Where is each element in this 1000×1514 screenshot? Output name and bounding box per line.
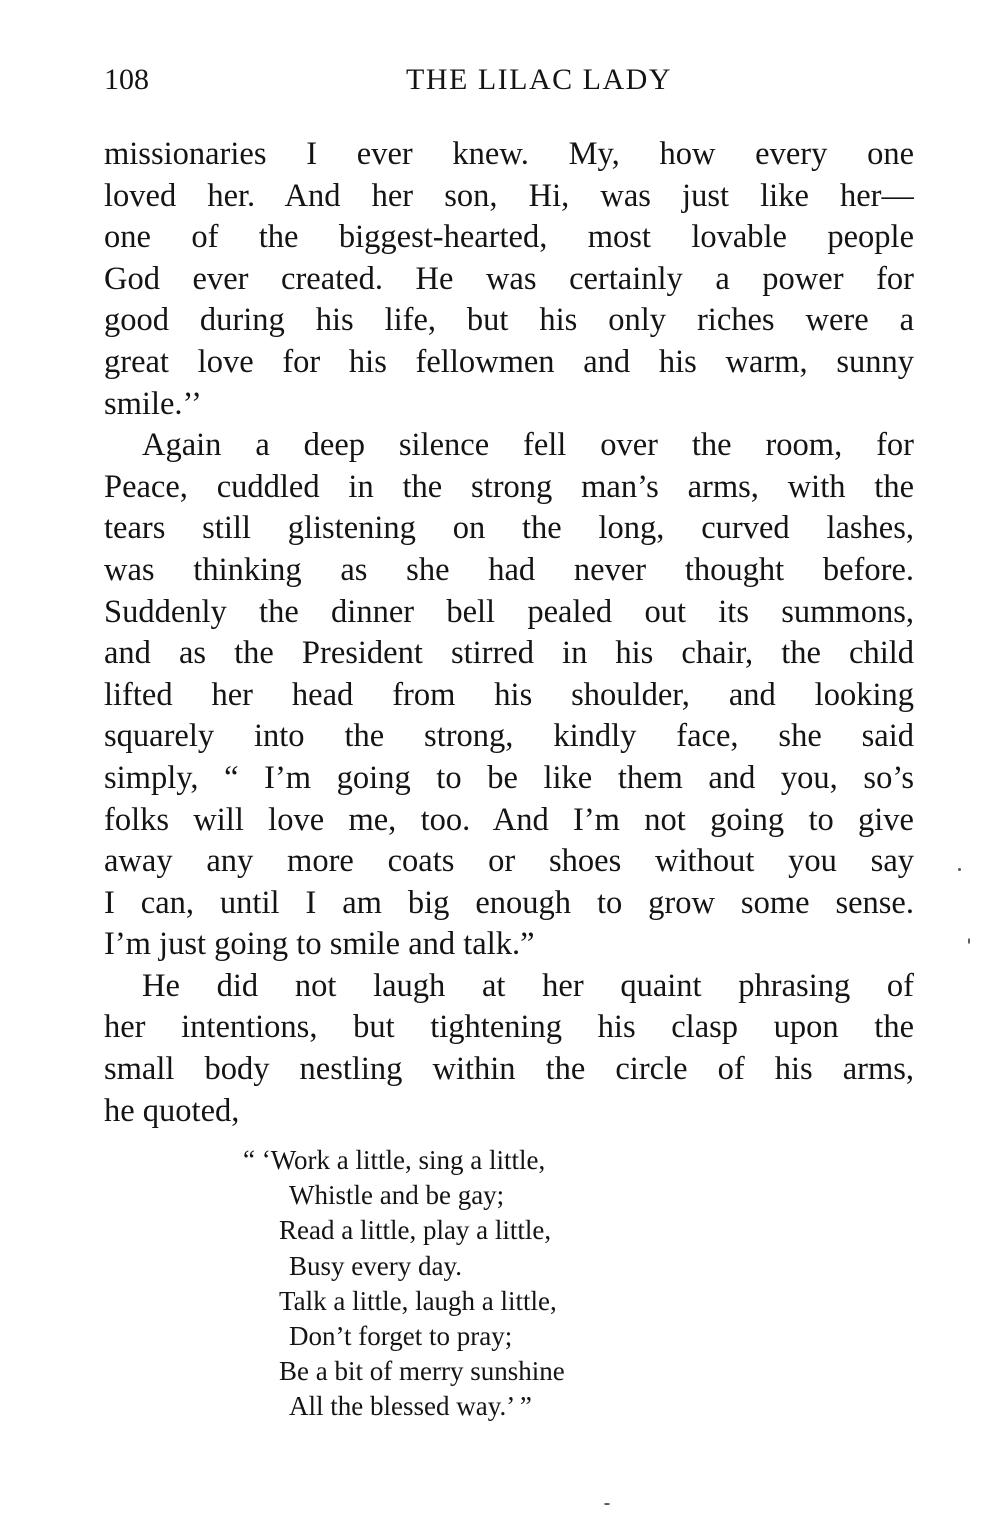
- text-line: smile.’’: [104, 385, 202, 422]
- text-line: folks will love me, too. And I’m not going to give: [104, 801, 914, 838]
- paragraph-1: [104, 134, 914, 425]
- text-line: Again a deep silence fell over the room, for: [142, 427, 914, 464]
- text-line: missionaries I ever knew. My, how every one: [104, 136, 914, 172]
- text-line: loved her. And her son, Hi, was just like her—: [104, 177, 914, 214]
- scan-speck: [604, 1503, 610, 1505]
- text-line: I can, until I am big enough to grow some sense.: [104, 884, 914, 921]
- poem-line: Be a bit of merry sunshine: [279, 1356, 565, 1387]
- body-text: [104, 134, 914, 1132]
- text-line: small body nestling within the circle of his arms,: [104, 1051, 914, 1088]
- poem-line: “ ‘Work a little, sing a little,: [243, 1145, 546, 1175]
- text-line: simply, “ I’m going to be like them and you, so’s: [104, 759, 914, 796]
- poem-line: Don’t forget to pray;: [289, 1321, 513, 1352]
- text-line: her intentions, but tightening his clasp upon the: [104, 1009, 914, 1046]
- page-number: 108: [104, 63, 149, 96]
- text-line: Peace, cuddled in the strong man’s arms, with the: [104, 468, 914, 505]
- text-line: God ever created. He was certainly a power for: [104, 260, 914, 297]
- text-line: good during his life, but his only riches were a: [104, 302, 914, 339]
- text-line: squarely into the strong, kindly face, she said: [104, 718, 914, 755]
- text-line: he quoted,: [104, 1092, 240, 1129]
- poem-line: Talk a little, laugh a little,: [279, 1285, 557, 1316]
- scan-speck: [968, 938, 970, 944]
- text-line: one of the biggest-hearted, most lovable people: [104, 219, 914, 256]
- poem-line: All the blessed way.’ ”: [289, 1391, 532, 1422]
- text-line: lifted her head from his shoulder, and looking: [104, 676, 914, 713]
- book-title: THE LILAC LADY: [406, 63, 672, 96]
- poem-stanza: [243, 1143, 565, 1425]
- running-head: [104, 58, 914, 102]
- text-line: Suddenly the dinner bell pealed out its summons,: [104, 593, 914, 630]
- text-line: tears still glistening on the long, curved lashes,: [104, 510, 914, 547]
- text-line: He did not laugh at her quaint phrasing of: [142, 967, 914, 1004]
- text-line: was thinking as she had never thought before.: [104, 551, 914, 588]
- text-line: great love for his fellowmen and his warm, sunny: [104, 343, 914, 380]
- poem-line: Whistle and be gay;: [289, 1180, 505, 1211]
- text-line: and as the President stirred in his chair, the child: [104, 635, 914, 672]
- paragraph-3: [104, 966, 914, 1132]
- paragraph-2: [104, 425, 914, 966]
- scan-speck: [958, 868, 961, 871]
- poem-line: Read a little, play a little,: [279, 1215, 552, 1246]
- text-line: away any more coats or shoes without you say: [104, 843, 914, 880]
- text-line: I’m just going to smile and talk.”: [104, 926, 535, 963]
- poem-line: Busy every day.: [289, 1250, 462, 1281]
